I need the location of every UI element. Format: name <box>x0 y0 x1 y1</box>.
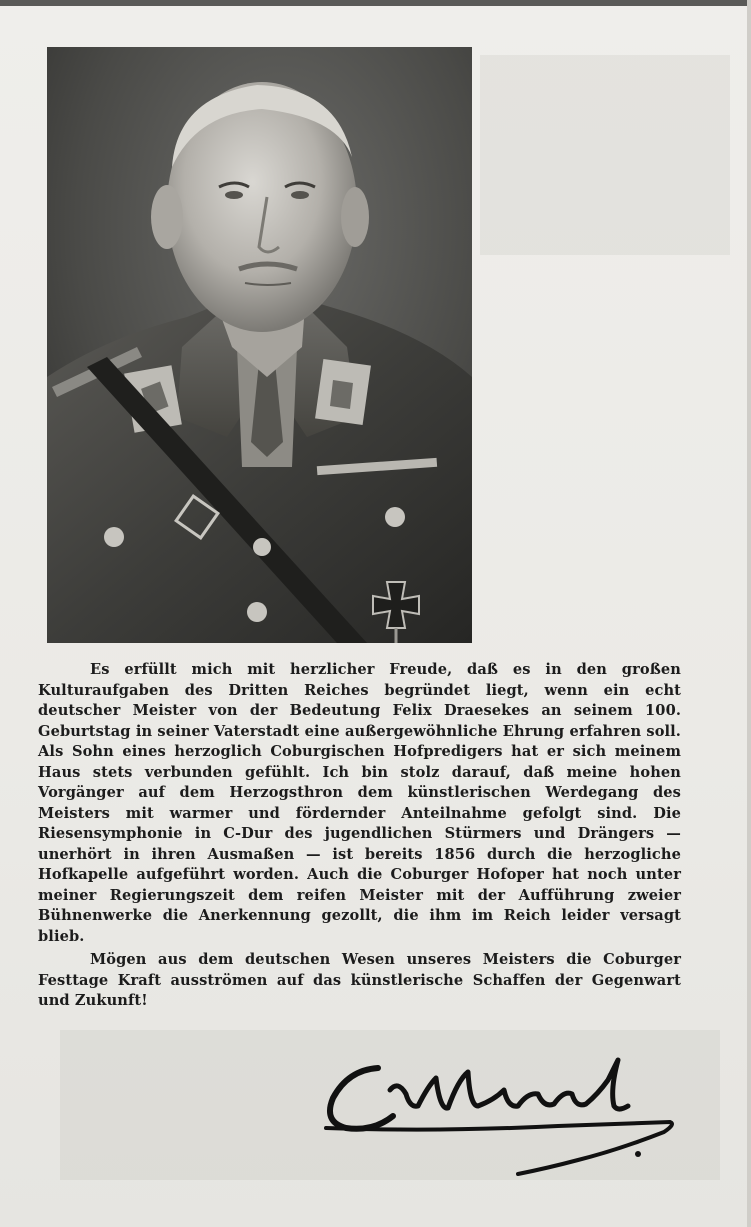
letter-text <box>38 660 681 1012</box>
show-through-bleed <box>480 55 730 255</box>
letter-paragraph-1: Es erfüllt mich mit herzlicher Freude, daß es in den großen Kulturaufgaben des Dritten Reiches begründet liegt, wenn ein echt deutscher Meister von der Bedeutung Felix Draesekes an seinem 100. Geburtstag in seiner Vaterstadt eine außergewöhnliche Ehrung erfahren soll. Als Sohn eines herzoglich Coburgischen Hofpredigers hat er sich meinem Haus stets verbunden gefühlt. Ich bin stolz darauf, daß meine hohen Vorgänger auf dem Herzogsthron dem künstlerischen Werdegang des Meisters mit warmer und fördernder Anteilnahme gefolgt sind. Die Riesensymphonie in C-Dur des jugendlichen Stürmers und Drängers — unerhört in ihren Ausmaßen — ist bereits 1856 durch die herzogliche Hofkapelle aufgeführt worden. Auch die Coburger Hofoper hat noch unter meiner Regierungszeit dem reifen Meister mit der Aufführung zweier Bühnenwerke die Anerkennung gezollt, die ihm im Reich leider versagt blieb. <box>38 661 681 945</box>
page-right-edge <box>747 0 751 1227</box>
portrait-photo <box>47 47 472 643</box>
page-top-edge <box>0 0 751 6</box>
letter-paragraph-2: Mögen aus dem deutschen Wesen unseres Meisters die Coburger Festtage Kraft ausströmen auf das künstlerische Schaffen der Gegenwart und Zukunft! <box>38 951 681 1009</box>
portrait-photo-icon <box>47 47 472 643</box>
signature-icon <box>318 1050 683 1180</box>
